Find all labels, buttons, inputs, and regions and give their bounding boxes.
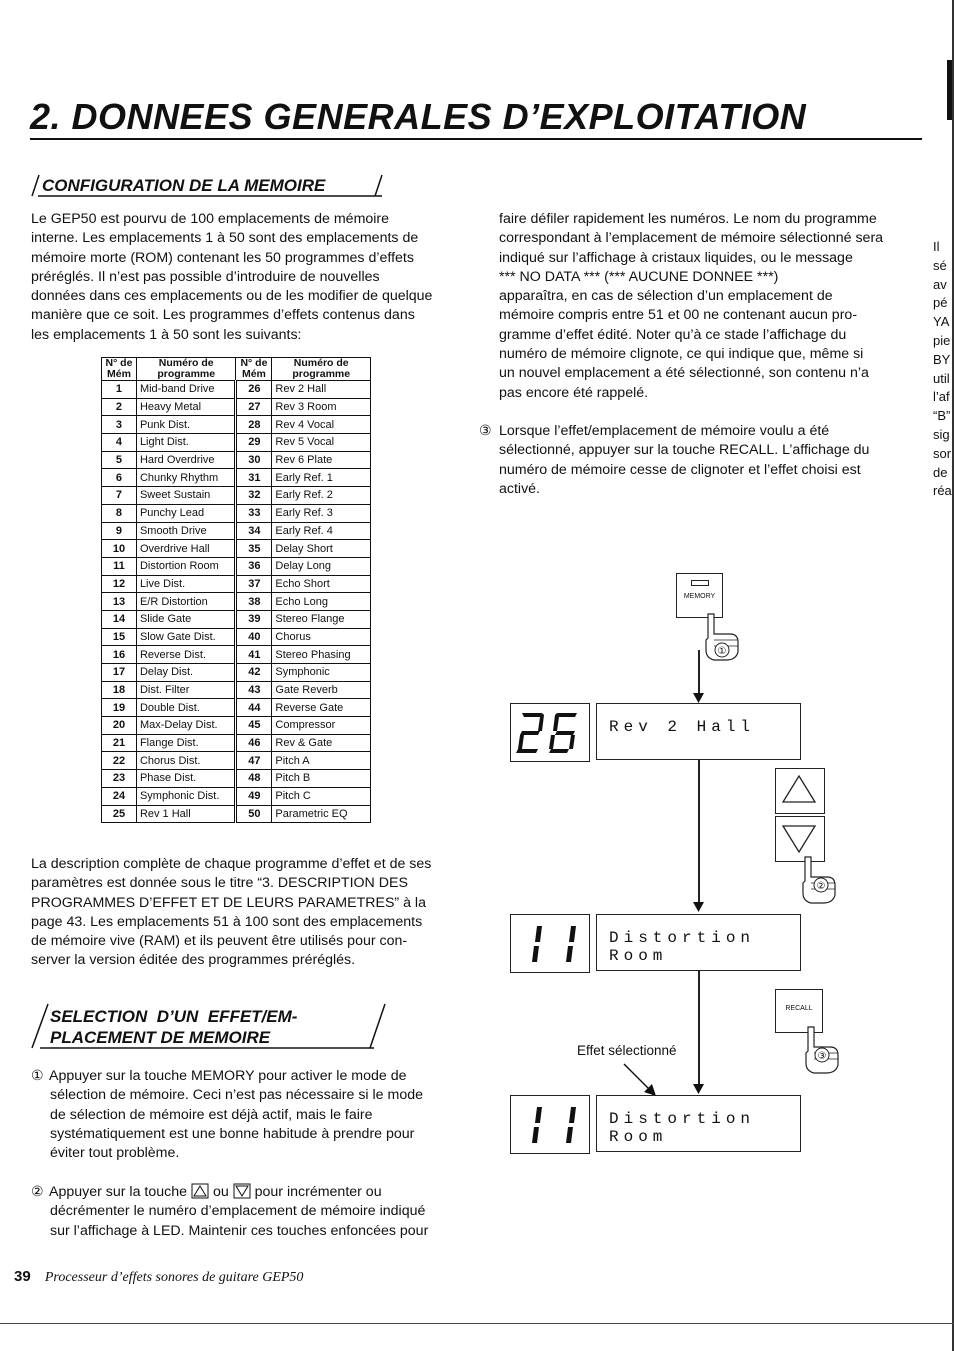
table-row — [102, 434, 371, 452]
mem-number-cell: 30 — [236, 451, 272, 469]
program-name-cell: Early Ref. 1 — [272, 469, 371, 487]
flow-line — [698, 971, 700, 1086]
hand-marker: ① — [717, 646, 727, 657]
program-name-cell: Rev 6 Plate — [272, 451, 371, 469]
step1-line: Appuyer sur la touche MEMORY pour activer le mode de — [49, 1068, 407, 1084]
program-name-cell: Rev 2 Hall — [272, 381, 371, 399]
mem-number-cell: 10 — [102, 540, 137, 558]
mem-number-cell: 33 — [236, 504, 272, 522]
table-row — [102, 628, 371, 646]
page-title: 2. DONNEES GENERALES D’EXPLOITATION — [30, 96, 807, 137]
step2-text-c: pour incrémenter ou — [254, 1184, 382, 1200]
program-name-cell: Heavy Metal — [136, 398, 236, 416]
header-program-name: Numéro de programme — [136, 358, 236, 381]
program-name-cell: Symphonic Dist. — [136, 787, 236, 805]
program-name-cell: Early Ref. 2 — [272, 487, 371, 505]
step3 — [479, 422, 909, 499]
mem-number-cell: 22 — [102, 752, 137, 770]
program-name-cell: Rev 1 Hall — [136, 805, 236, 823]
mem-number-cell: 4 — [102, 434, 137, 452]
table-row — [102, 770, 371, 788]
mem-number-cell: 35 — [236, 540, 272, 558]
right-line: mémoire compris entre 51 et 00 ne contenant aucun pro- — [499, 307, 858, 324]
page-number: 39 — [14, 1268, 31, 1285]
recall-key-label: RECALL — [785, 1005, 813, 1012]
flow-line — [698, 650, 700, 698]
document-title: Processeur d’effets sonores de guitare GEP50 — [44, 1270, 304, 1285]
table-row — [102, 752, 371, 770]
mem-number-cell: 21 — [102, 734, 137, 752]
step2 — [31, 1183, 461, 1241]
mem-number-cell: 36 — [236, 557, 272, 575]
mem-number-cell: 24 — [102, 787, 137, 805]
mem-number-cell: 15 — [102, 628, 137, 646]
table-row — [102, 451, 371, 469]
step3-line: numéro de mémoire cesse de clignoter et l’effet choisi est — [499, 461, 861, 478]
table-row — [102, 381, 371, 399]
mem-number-cell: 11 — [102, 557, 137, 575]
edge-fragments — [933, 238, 952, 501]
description-line: PROGRAMMES D’EFFET ET DE LEURS PARAMETRES” à la — [31, 894, 426, 911]
edge-fragment: util — [933, 370, 950, 386]
display1-name: Rev 2 Hall — [609, 718, 756, 736]
led-display — [510, 914, 590, 973]
effect-selected-label: Effet sélectionné — [577, 1043, 677, 1058]
mem-number-cell: 34 — [236, 522, 272, 540]
mem-number-cell: 3 — [102, 416, 137, 434]
display3-name: Distortion Room — [609, 1110, 756, 1146]
section2-heading-line: SELECTION D’UN EFFET/EM- — [50, 1007, 298, 1026]
lcd-display — [596, 1095, 801, 1152]
edge-fragment: de — [933, 464, 948, 480]
step3-marker: ③ — [479, 423, 492, 439]
table-row — [102, 734, 371, 752]
intro-line: données dans ces emplacements ou de les modifier de quelque — [31, 288, 433, 305]
program-name-cell: Phase Dist. — [136, 770, 236, 788]
section1-description — [31, 855, 461, 971]
edge-fragment: BY — [933, 351, 951, 367]
pointer-arrow-icon — [620, 1060, 660, 1098]
right-line: un nouvel emplacement a été sélectionné, son contenu n’a — [499, 365, 869, 382]
intro-line: interne. Les emplacements 1 à 50 sont des emplacements de — [31, 230, 419, 247]
section1-intro — [31, 210, 461, 345]
mem-number-cell: 7 — [102, 487, 137, 505]
program-name-cell: Light Dist. — [136, 434, 236, 452]
program-name-cell: Echo Long — [272, 593, 371, 611]
arrow-down-icon — [693, 1084, 705, 1094]
program-name-cell: Punk Dist. — [136, 416, 236, 434]
program-name-cell: Smooth Drive — [136, 522, 236, 540]
intro-line: préréglés. Il n’est pas possible d’introduire de nouvelles — [31, 268, 380, 285]
mem-number-cell: 45 — [236, 717, 272, 735]
edge-fragment: pie — [933, 332, 951, 348]
mem-number-cell: 44 — [236, 699, 272, 717]
hand-marker: ② — [816, 881, 826, 892]
header-program-name: Numéro de programme — [272, 358, 371, 381]
program-name-cell: Reverse Dist. — [136, 646, 236, 664]
mem-number-cell: 32 — [236, 487, 272, 505]
program-name-cell: Delay Short — [272, 540, 371, 558]
led-digits — [511, 915, 589, 972]
mem-number-cell: 1 — [102, 381, 137, 399]
intro-line: Le GEP50 est pourvu de 100 emplacements de mémoire — [31, 211, 390, 227]
header-mem-no: N° de Mém — [102, 358, 137, 381]
page-footer — [14, 1268, 303, 1286]
program-name-cell: Echo Short — [272, 575, 371, 593]
description-line: page 43. Les emplacements 51 à 100 sont des emplacements — [31, 913, 423, 930]
mem-number-cell: 12 — [102, 575, 137, 593]
lcd-display — [596, 703, 801, 760]
pointing-hand-icon — [700, 612, 744, 662]
header-mem-no: N° de Mém — [236, 358, 272, 381]
memory-key-led — [691, 580, 709, 586]
right-line: *** NO DATA *** (*** AUCUNE DONNEE ***) — [499, 268, 779, 285]
mem-number-cell: 28 — [236, 416, 272, 434]
up-key-icon — [191, 1183, 209, 1199]
mem-number-cell: 37 — [236, 575, 272, 593]
led-display — [510, 1095, 590, 1154]
right-line: correspondant à l’emplacement de mémoire sélectionné sera — [499, 230, 884, 247]
mem-number-cell: 17 — [102, 664, 137, 682]
table-row — [102, 557, 371, 575]
right-column-text — [499, 210, 909, 403]
table-row — [102, 416, 371, 434]
edge-fragment: pé — [933, 295, 948, 311]
program-name-cell: Live Dist. — [136, 575, 236, 593]
program-name-cell: Hard Overdrive — [136, 451, 236, 469]
program-name-cell: Early Ref. 3 — [272, 504, 371, 522]
table-row — [102, 504, 371, 522]
edge-fragment: Il — [933, 239, 940, 254]
up-arrow-icon — [776, 769, 823, 812]
table-row — [102, 664, 371, 682]
edge-fragment: sor — [933, 445, 952, 461]
program-name-cell: Parametric EQ — [272, 805, 371, 823]
edge-fragment: sé — [933, 257, 947, 273]
mem-number-cell: 13 — [102, 593, 137, 611]
led-display — [510, 703, 590, 762]
right-line: apparaîtra, en cas de sélection d’un emplacement de — [499, 288, 833, 305]
step1-line: de sélection de mémoire est déjà actif, mais le faire — [50, 1106, 373, 1123]
table-row — [102, 593, 371, 611]
edge-fragment: “B” — [933, 408, 951, 424]
arrow-down-icon — [693, 693, 705, 703]
flow-line — [698, 760, 700, 905]
mem-number-cell: 16 — [102, 646, 137, 664]
pointing-hand-icon — [800, 1025, 844, 1075]
program-name-cell: Max-Delay Dist. — [136, 717, 236, 735]
mem-number-cell: 39 — [236, 610, 272, 628]
memory-table — [101, 357, 371, 823]
display2-name: Distortion Room — [609, 929, 756, 965]
step1 — [31, 1067, 461, 1163]
table-row — [102, 610, 371, 628]
mem-number-cell: 49 — [236, 787, 272, 805]
intro-line: les emplacements 1 à 50 sont les suivants: — [31, 326, 302, 343]
arrow-down-icon — [693, 902, 705, 912]
down-arrow-icon — [776, 817, 823, 860]
mem-number-cell: 46 — [236, 734, 272, 752]
right-line: numéro de mémoire clignote, ce qui indique que, même si — [499, 346, 864, 363]
description-line: paramètres est donnée sous le titre “3. DESCRIPTION DES — [31, 875, 408, 892]
right-line: gramme d’effet édité. Noter qu’à ce stade l’affichage du — [499, 326, 847, 343]
bottom-rule — [0, 1323, 954, 1324]
mem-number-cell: 5 — [102, 451, 137, 469]
mem-number-cell: 9 — [102, 522, 137, 540]
edge-fragment: l’af — [933, 389, 950, 405]
step2-marker: ② — [31, 1184, 44, 1200]
mem-number-cell: 31 — [236, 469, 272, 487]
table-row — [102, 699, 371, 717]
program-name-cell: Mid-band Drive — [136, 381, 236, 399]
mem-number-cell: 25 — [102, 805, 137, 823]
mem-number-cell: 40 — [236, 628, 272, 646]
section2-heading — [50, 1006, 297, 1048]
mem-number-cell: 18 — [102, 681, 137, 699]
mem-number-cell: 41 — [236, 646, 272, 664]
page-edge-bleed — [925, 0, 954, 1351]
mem-number-cell: 48 — [236, 770, 272, 788]
lcd-display — [596, 914, 801, 971]
right-line: faire défiler rapidement les numéros. Le nom du programme — [499, 211, 877, 227]
program-name-cell: Flange Dist. — [136, 734, 236, 752]
right-line: pas encore été rappelé. — [499, 384, 649, 401]
program-name-cell: Chorus Dist. — [136, 752, 236, 770]
step3-line: Lorsque l’effet/emplacement de mémoire voulu a été — [499, 423, 830, 439]
table-row — [102, 398, 371, 416]
program-name-cell: Delay Dist. — [136, 664, 236, 682]
description-line: La description complète de chaque programme d’effet et de ses — [31, 856, 432, 872]
step1-line: sélection de mémoire. Ceci n’est pas nécessaire si le mode — [50, 1087, 423, 1104]
mem-number-cell: 6 — [102, 469, 137, 487]
title-rule — [30, 138, 922, 140]
program-name-cell: Compressor — [272, 717, 371, 735]
program-name-cell: Slide Gate — [136, 610, 236, 628]
led-digits — [511, 1096, 589, 1153]
down-key-icon — [233, 1183, 251, 1199]
mem-number-cell: 38 — [236, 593, 272, 611]
table-row — [102, 522, 371, 540]
intro-line: mémoire morte (ROM) contenant les 50 programmes d’effets — [31, 249, 414, 266]
table-row — [102, 575, 371, 593]
step1-marker: ① — [31, 1068, 44, 1084]
table-row — [102, 717, 371, 735]
program-name-cell: Overdrive Hall — [136, 540, 236, 558]
step2-line: décrémenter le numéro d’emplacement de mémoire indiqué — [50, 1203, 426, 1220]
program-name-cell: Pitch B — [272, 770, 371, 788]
intro-line: manière que ce soit. Les programmes d’effets contenus dans — [31, 307, 415, 324]
program-name-cell: Stereo Flange — [272, 610, 371, 628]
edge-fragment: sig — [933, 426, 950, 442]
led-digits — [511, 704, 589, 761]
program-name-cell: Reverse Gate — [272, 699, 371, 717]
description-line: server la version éditée des programmes préréglés. — [31, 952, 356, 969]
program-name-cell: Rev 3 Room — [272, 398, 371, 416]
mem-number-cell: 2 — [102, 398, 137, 416]
program-name-cell: Sweet Sustain — [136, 487, 236, 505]
mem-number-cell: 42 — [236, 664, 272, 682]
program-name-cell: Punchy Lead — [136, 504, 236, 522]
mem-number-cell: 20 — [102, 717, 137, 735]
step2-text-b: ou — [212, 1184, 229, 1200]
program-name-cell: Delay Long — [272, 557, 371, 575]
edge-fragment: réa — [933, 483, 952, 499]
mem-number-cell: 47 — [236, 752, 272, 770]
table-row — [102, 681, 371, 699]
mem-number-cell: 19 — [102, 699, 137, 717]
program-name-cell: E/R Distortion — [136, 593, 236, 611]
mem-number-cell: 8 — [102, 504, 137, 522]
program-name-cell: Rev 5 Vocal — [272, 434, 371, 452]
mem-number-cell: 29 — [236, 434, 272, 452]
program-name-cell: Slow Gate Dist. — [136, 628, 236, 646]
up-key[interactable] — [775, 768, 825, 814]
table-header-row — [102, 358, 371, 381]
mem-number-cell: 27 — [236, 398, 272, 416]
program-name-cell: Rev 4 Vocal — [272, 416, 371, 434]
pointing-hand-icon — [797, 855, 841, 905]
program-name-cell: Symphonic — [272, 664, 371, 682]
table-row — [102, 646, 371, 664]
table-row — [102, 540, 371, 558]
section2-heading-line: PLACEMENT DE MEMOIRE — [50, 1028, 271, 1047]
table-row — [102, 805, 371, 823]
program-name-cell: Chorus — [272, 628, 371, 646]
step1-line: éviter tout problème. — [50, 1145, 180, 1162]
mem-number-cell: 23 — [102, 770, 137, 788]
table-row — [102, 787, 371, 805]
memory-key-label: MEMORY — [683, 593, 716, 600]
program-name-cell: Dist. Filter — [136, 681, 236, 699]
hand-marker: ③ — [817, 1051, 827, 1062]
mem-number-cell: 43 — [236, 681, 272, 699]
right-line: indiqué sur l’affichage à cristaux liquides, ou le message — [499, 249, 853, 266]
program-name-cell: Gate Reverb — [272, 681, 371, 699]
step3-line: sélectionné, appuyer sur la touche RECALL. L’affichage du — [499, 442, 870, 459]
step2-line: sur l’affichage à LED. Maintenir ces touches enfoncées pour — [50, 1222, 429, 1239]
mem-number-cell: 26 — [236, 381, 272, 399]
program-name-cell: Pitch A — [272, 752, 371, 770]
memory-table-body — [102, 381, 371, 823]
program-name-cell: Chunky Rhythm — [136, 469, 236, 487]
edge-fragment: av — [933, 276, 947, 292]
step2-text-a: Appuyer sur la touche — [49, 1184, 188, 1200]
table-row — [102, 487, 371, 505]
step3-line: activé. — [499, 480, 541, 497]
mem-number-cell: 14 — [102, 610, 137, 628]
mem-number-cell: 50 — [236, 805, 272, 823]
table-row — [102, 469, 371, 487]
program-name-cell: Double Dist. — [136, 699, 236, 717]
step1-line: systématiquement est une bonne habitude à prendre pour — [50, 1125, 415, 1142]
edge-fragment: YA — [933, 314, 950, 330]
description-line: de mémoire vive (RAM) et ils peuvent être utilisés pour con- — [31, 933, 408, 950]
program-name-cell: Distortion Room — [136, 557, 236, 575]
program-name-cell: Stereo Phasing — [272, 646, 371, 664]
program-name-cell: Rev & Gate — [272, 734, 371, 752]
section1-heading: CONFIGURATION DE LA MEMOIRE — [42, 176, 326, 195]
program-name-cell: Early Ref. 4 — [272, 522, 371, 540]
program-name-cell: Pitch C — [272, 787, 371, 805]
